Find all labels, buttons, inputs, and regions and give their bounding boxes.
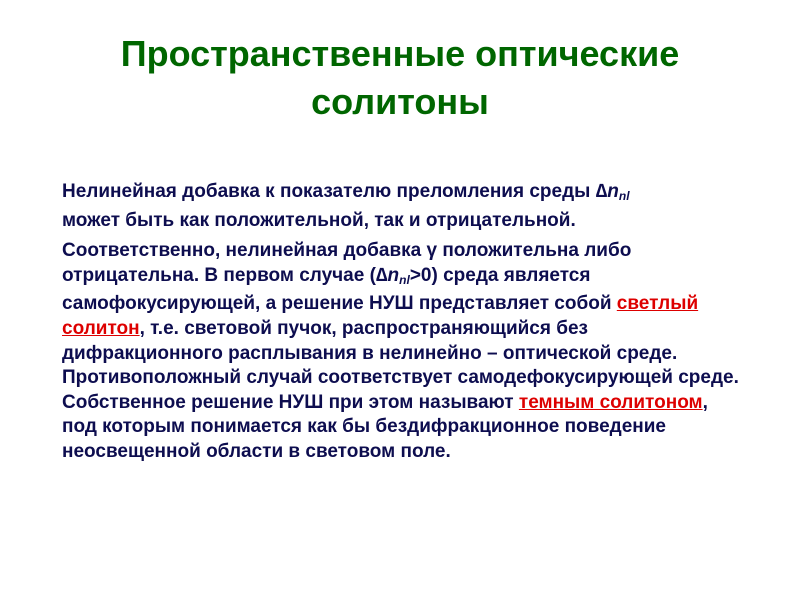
p2-nl-subscript: nl (399, 272, 410, 287)
dark-soliton-link[interactable]: темным солитоном (518, 391, 703, 413)
p2-part3: , т.е. световой пучок, распространяющийся без дифракционного расплывания в нелинейно – оптической среде. Противоположный случай соответствует самодефокусирующей среде. Собственное решение НУШ при этом называют (62, 317, 739, 413)
title-line-2: солитоны (311, 81, 489, 122)
bright-soliton-link[interactable]: светлый солитон (62, 293, 699, 339)
paragraph-solitons (62, 239, 742, 464)
p2-delta-symbol: ∆ (375, 264, 388, 286)
slide-body (62, 180, 742, 465)
title-line-1: Пространственные оптические (120, 33, 680, 74)
p1-text: Нелинейная добавка к показателю преломления среды (62, 181, 596, 202)
p2-part4: , под которым понимается как бы бездифракционное поведение неосвещенной области в световом поле. (62, 391, 708, 462)
paragraph-nonlinear-index (62, 180, 742, 233)
p1-line2: может быть как положительной, так и отрицательной. (62, 209, 576, 231)
slide-title (40, 30, 760, 126)
p1-delta-symbol: ∆ (595, 181, 608, 202)
p2-n-symbol: n (387, 264, 400, 286)
p1-nl-subscript: nl (618, 189, 630, 203)
p1-n-symbol: n (607, 181, 619, 202)
p2-part2: >0) среда является самофокусирующей, а решение НУШ представляет собой (62, 264, 617, 315)
p2-part1: Соответственно, нелинейная добавка γ положительна либо отрицательна. В первом случае ( (62, 240, 632, 286)
